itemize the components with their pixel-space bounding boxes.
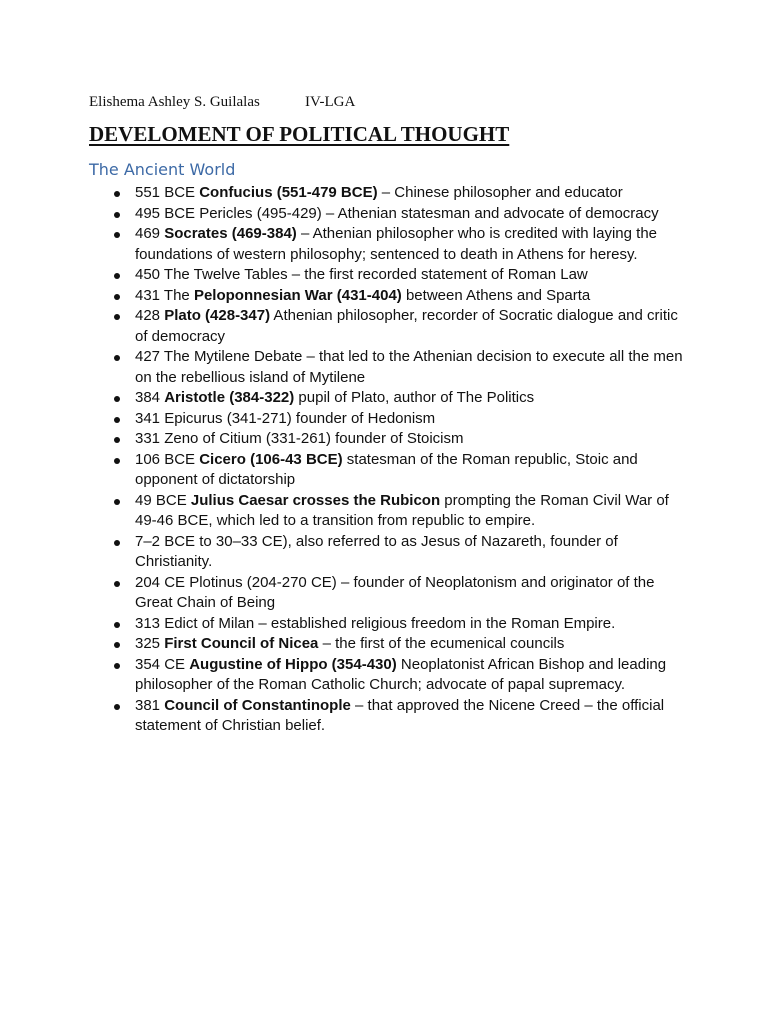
item-text-continued: – Chinese philosopher and educator xyxy=(377,184,623,201)
bullet-icon xyxy=(114,212,120,218)
item-text-continued: Athenian philosopher, recorder of Socratic dialogue and critic of democracy xyxy=(135,307,678,345)
timeline-item xyxy=(113,224,688,265)
timeline-list xyxy=(113,183,688,737)
timeline-item xyxy=(113,450,688,491)
timeline-item xyxy=(113,388,688,409)
bullet-icon xyxy=(114,663,120,669)
item-text: 49 BCE xyxy=(135,491,191,509)
item-text: 204 CE Plotinus (204-270 CE) – founder of Neoplatonism and originator of the Great Chain of Being xyxy=(135,573,655,611)
timeline-item xyxy=(113,655,688,696)
item-text: 428 xyxy=(135,307,165,324)
item-emphasis: Council of Constantinople xyxy=(164,696,351,714)
timeline-item xyxy=(113,204,688,225)
item-text-continued: prompting the Roman Civil War of 49-46 BCE, which led to a transition from republic to empire. xyxy=(135,491,669,529)
bullet-icon xyxy=(114,704,120,710)
bullet-icon xyxy=(114,437,120,443)
item-text: 384 xyxy=(135,389,165,406)
item-emphasis: Socrates (469-384) xyxy=(164,225,297,242)
item-emphasis: Plato (428-347) xyxy=(164,307,271,324)
item-emphasis: Cicero (106-43 BCE) xyxy=(199,450,343,468)
bullet-icon xyxy=(114,581,120,587)
bullet-icon xyxy=(114,396,120,402)
timeline-item xyxy=(113,614,688,635)
bullet-icon xyxy=(114,622,120,628)
item-text: 325 xyxy=(135,635,165,652)
item-text: 450 The Twelve Tables – the first recorded statement of Roman Law xyxy=(135,266,588,283)
author-name: Elishema Ashley S. Guilalas xyxy=(89,94,260,110)
item-text: 354 CE xyxy=(135,655,190,673)
bullet-icon xyxy=(114,355,120,361)
item-text: 106 BCE xyxy=(135,450,200,468)
timeline-item xyxy=(113,696,688,737)
timeline-item xyxy=(113,634,688,655)
bullet-icon xyxy=(114,314,120,320)
bullet-icon xyxy=(114,294,120,300)
item-text-continued: – the first of the ecumenical councils xyxy=(318,635,565,652)
item-text: 495 BCE Pericles (495-429) – Athenian statesman and advocate of democracy xyxy=(135,204,659,222)
item-emphasis: First Council of Nicea xyxy=(164,635,319,652)
item-text: 431 The xyxy=(135,286,194,304)
timeline-item xyxy=(113,491,688,532)
timeline-item xyxy=(113,306,688,347)
bullet-icon xyxy=(114,191,120,197)
item-text-continued: between Athens and Sparta xyxy=(401,286,591,304)
item-text: 7–2 BCE to 30–33 CE), also referred to as Jesus of Nazareth, founder of Christianity. xyxy=(135,532,618,570)
bullet-icon xyxy=(114,642,120,648)
bullet-icon xyxy=(114,499,120,505)
item-emphasis: Confucius (551-479 BCE) xyxy=(199,184,378,201)
bullet-icon xyxy=(114,540,120,546)
item-text: 469 xyxy=(135,225,165,242)
bullet-icon xyxy=(114,232,120,238)
item-text-continued: – Athenian philosopher who is credited with laying the foundations of western philosophy; sentenced to death in Athens for heresy. xyxy=(135,225,658,263)
timeline-item xyxy=(113,347,688,388)
bullet-icon xyxy=(114,417,120,423)
item-emphasis: Julius Caesar crosses the Rubicon xyxy=(190,491,441,509)
item-text: 313 Edict of Milan – established religious freedom in the Roman Empire. xyxy=(135,614,616,632)
section-heading: The Ancient World xyxy=(89,160,236,179)
timeline-item xyxy=(113,429,688,450)
timeline-item xyxy=(113,573,688,614)
timeline-item xyxy=(113,183,688,204)
item-text: 551 BCE xyxy=(135,184,200,201)
item-emphasis: Aristotle (384-322) xyxy=(164,389,295,406)
item-text-continued: Neoplatonist African Bishop and leading philosopher of the Roman Catholic Church; advocate of papal supremacy. xyxy=(135,655,667,693)
timeline-item xyxy=(113,532,688,573)
item-text: 331 Zeno of Citium (331-261) founder of Stoicism xyxy=(135,430,464,447)
item-emphasis: Augustine of Hippo (354-430) xyxy=(189,655,397,673)
document-title: DEVELOMENT OF POLITICAL THOUGHT xyxy=(89,122,510,146)
item-text-continued: pupil of Plato, author of The Politics xyxy=(294,389,535,406)
timeline-item xyxy=(113,409,688,430)
item-text: 427 The Mytilene Debate – that led to the Athenian decision to execute all the men on the rebellious island of Mytilene xyxy=(135,348,683,386)
item-text-continued: – that approved the Nicene Creed – the official statement of Christian belief. xyxy=(135,696,665,734)
item-text: 341 Epicurus (341-271) founder of Hedonism xyxy=(135,409,436,427)
item-emphasis: Peloponnesian War (431-404) xyxy=(193,286,402,304)
timeline-item xyxy=(113,286,688,307)
timeline-item xyxy=(113,265,688,286)
item-text-continued: statesman of the Roman republic, Stoic and opponent of dictatorship xyxy=(135,450,638,488)
document-header xyxy=(89,94,356,111)
bullet-icon xyxy=(114,458,120,464)
class-section: IV-LGA xyxy=(305,94,356,110)
bullet-icon xyxy=(114,273,120,279)
item-text: 381 xyxy=(135,696,165,714)
